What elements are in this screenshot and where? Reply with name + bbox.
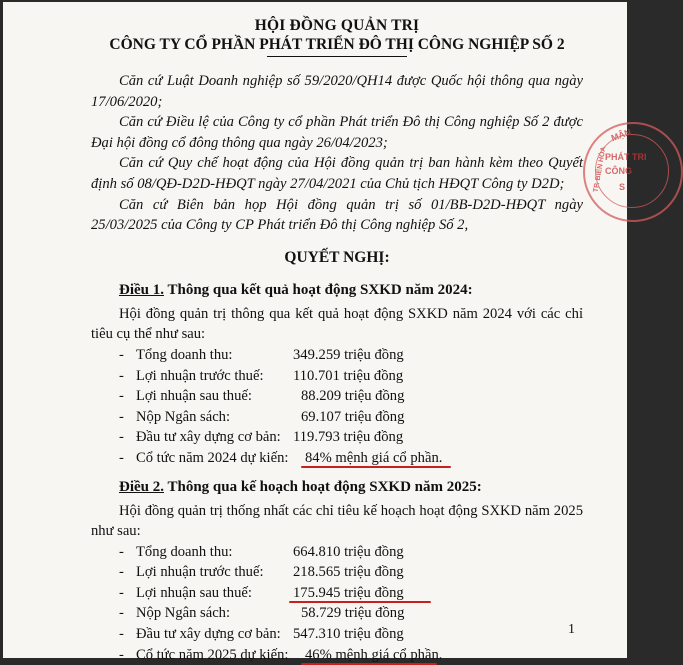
list-dash: - bbox=[119, 346, 124, 363]
list-item bbox=[91, 345, 583, 366]
item-value: 119.793 triệu đồng bbox=[293, 429, 404, 446]
red-underline-annotation bbox=[301, 663, 437, 665]
list-item bbox=[91, 542, 583, 563]
item-value: 547.310 triệu đồng bbox=[293, 626, 404, 643]
article-1-list bbox=[91, 345, 583, 469]
article-1-title: Thông qua kết quả hoạt động SXKD năm 2024: bbox=[167, 281, 473, 298]
basis-paragraph: Căn cứ Quy chế hoạt động của Hội đồng quản trị ban hành kèm theo Quyết định số 08/QĐ-D2D-HĐQT ngày 27/04/2021 của Chủ tịch HĐQT Công ty D2D; bbox=[91, 155, 583, 192]
item-label: Nộp Ngân sách: bbox=[136, 408, 231, 425]
list-item bbox=[91, 427, 583, 448]
item-label: Tổng doanh thu: bbox=[136, 346, 233, 363]
list-dash: - bbox=[119, 626, 124, 643]
list-dash: - bbox=[119, 388, 124, 405]
list-item bbox=[91, 645, 583, 665]
item-label: Lợi nhuận trước thuế: bbox=[136, 367, 264, 384]
company-seal bbox=[583, 122, 683, 222]
header-company: CÔNG TY CỔ PHẦN PHÁT TRIỂN ĐÔ THỊ CÔNG NGHIỆP SỐ 2 bbox=[109, 36, 565, 53]
article-1-heading bbox=[91, 280, 583, 300]
list-item bbox=[91, 407, 583, 428]
item-label: Lợi nhuận sau thuế: bbox=[136, 584, 252, 601]
item-value: 84% mệnh giá cổ phần. bbox=[305, 449, 443, 466]
list-dash: - bbox=[119, 367, 124, 384]
article-2-title: Thông qua kế hoạch hoạt động SXKD năm 2025: bbox=[167, 478, 482, 495]
list-dash: - bbox=[119, 408, 124, 425]
basis-paragraph: Căn cứ Luật Doanh nghiệp số 59/2020/QH14 được Quốc hội thông qua ngày 17/06/2020; bbox=[91, 73, 583, 110]
red-underline-annotation bbox=[301, 466, 451, 468]
item-label: Nộp Ngân sách: bbox=[136, 605, 231, 622]
item-value: 69.107 triệu đồng bbox=[301, 408, 405, 425]
seal-text: S bbox=[619, 182, 626, 192]
item-value: 58.729 triệu đồng bbox=[301, 605, 405, 622]
list-dash: - bbox=[119, 584, 124, 601]
list-item bbox=[91, 624, 583, 645]
article-2-label: Điều 2. bbox=[119, 478, 164, 495]
item-value: 175.945 triệu đồng bbox=[293, 584, 404, 601]
item-value: 349.259 triệu đồng bbox=[293, 346, 404, 363]
header-underline bbox=[267, 56, 407, 57]
seal-bottom-arc: TP. BIÊN HÒA bbox=[592, 146, 608, 193]
article-1-label: Điều 1. bbox=[119, 281, 164, 298]
list-dash: - bbox=[119, 449, 124, 466]
list-item bbox=[91, 366, 583, 387]
item-value: 110.701 triệu đồng bbox=[293, 367, 404, 384]
basis-paragraph: Căn cứ Điều lệ của Công ty cổ phần Phát triển Đô thị Công nghiệp Số 2 được Đại hội đồng cổ đông thông qua ngày 26/04/2023; bbox=[91, 114, 583, 151]
legal-basis bbox=[91, 71, 583, 236]
seal-text: PHÁT TRI bbox=[605, 152, 647, 162]
page-number: 1 bbox=[568, 622, 575, 637]
item-label: Đầu tư xây dựng cơ bản: bbox=[136, 429, 281, 446]
article-2-heading bbox=[91, 477, 583, 497]
list-dash: - bbox=[119, 646, 124, 663]
item-value: 46% mệnh giá cổ phần. bbox=[305, 646, 443, 663]
item-label: Đầu tư xây dựng cơ bản: bbox=[136, 626, 281, 643]
header-board: HỘI ĐỒNG QUẢN TRỊ bbox=[254, 17, 420, 34]
seal-top-arc: MẬN bbox=[609, 126, 633, 144]
article-1-intro: Hội đồng quản trị thông qua kết quả hoạt động SXKD năm 2024 với các chỉ tiêu cụ thể như sau: bbox=[91, 305, 583, 343]
resolution-title: QUYẾT NGHỊ: bbox=[284, 248, 390, 266]
article-2-intro: Hội đồng quản trị thống nhất các chỉ tiêu kế hoạch hoạt động SXKD năm 2025 như sau: bbox=[91, 502, 583, 540]
list-item bbox=[91, 603, 583, 624]
list-item bbox=[91, 448, 583, 469]
article-2-list bbox=[91, 542, 583, 665]
list-item bbox=[91, 583, 583, 604]
item-label: Cổ tức năm 2024 dự kiến: bbox=[136, 449, 289, 466]
item-label: Tổng doanh thu: bbox=[136, 543, 233, 560]
item-label: Cổ tức năm 2025 dự kiến: bbox=[136, 646, 289, 663]
seal-text: CÔNG bbox=[605, 166, 632, 176]
list-dash: - bbox=[119, 605, 124, 622]
item-value: 664.810 triệu đồng bbox=[293, 543, 404, 560]
list-dash: - bbox=[119, 564, 124, 581]
item-label: Lợi nhuận trước thuế: bbox=[136, 564, 264, 581]
item-label: Lợi nhuận sau thuế: bbox=[136, 388, 252, 405]
list-item bbox=[91, 562, 583, 583]
list-dash: - bbox=[119, 543, 124, 560]
basis-paragraph: Căn cứ Biên bản họp Hội đồng quản trị số 01/BB-D2D-HĐQT ngày 25/03/2025 của Công ty CP Phát triển Đô thị Công nghiệp Số 2, bbox=[91, 196, 583, 234]
item-value: 88.209 triệu đồng bbox=[301, 388, 405, 405]
document-page bbox=[3, 2, 647, 663]
list-dash: - bbox=[119, 429, 124, 446]
document-body bbox=[91, 16, 583, 665]
item-value: 218.565 triệu đồng bbox=[293, 564, 404, 581]
list-item bbox=[91, 386, 583, 407]
